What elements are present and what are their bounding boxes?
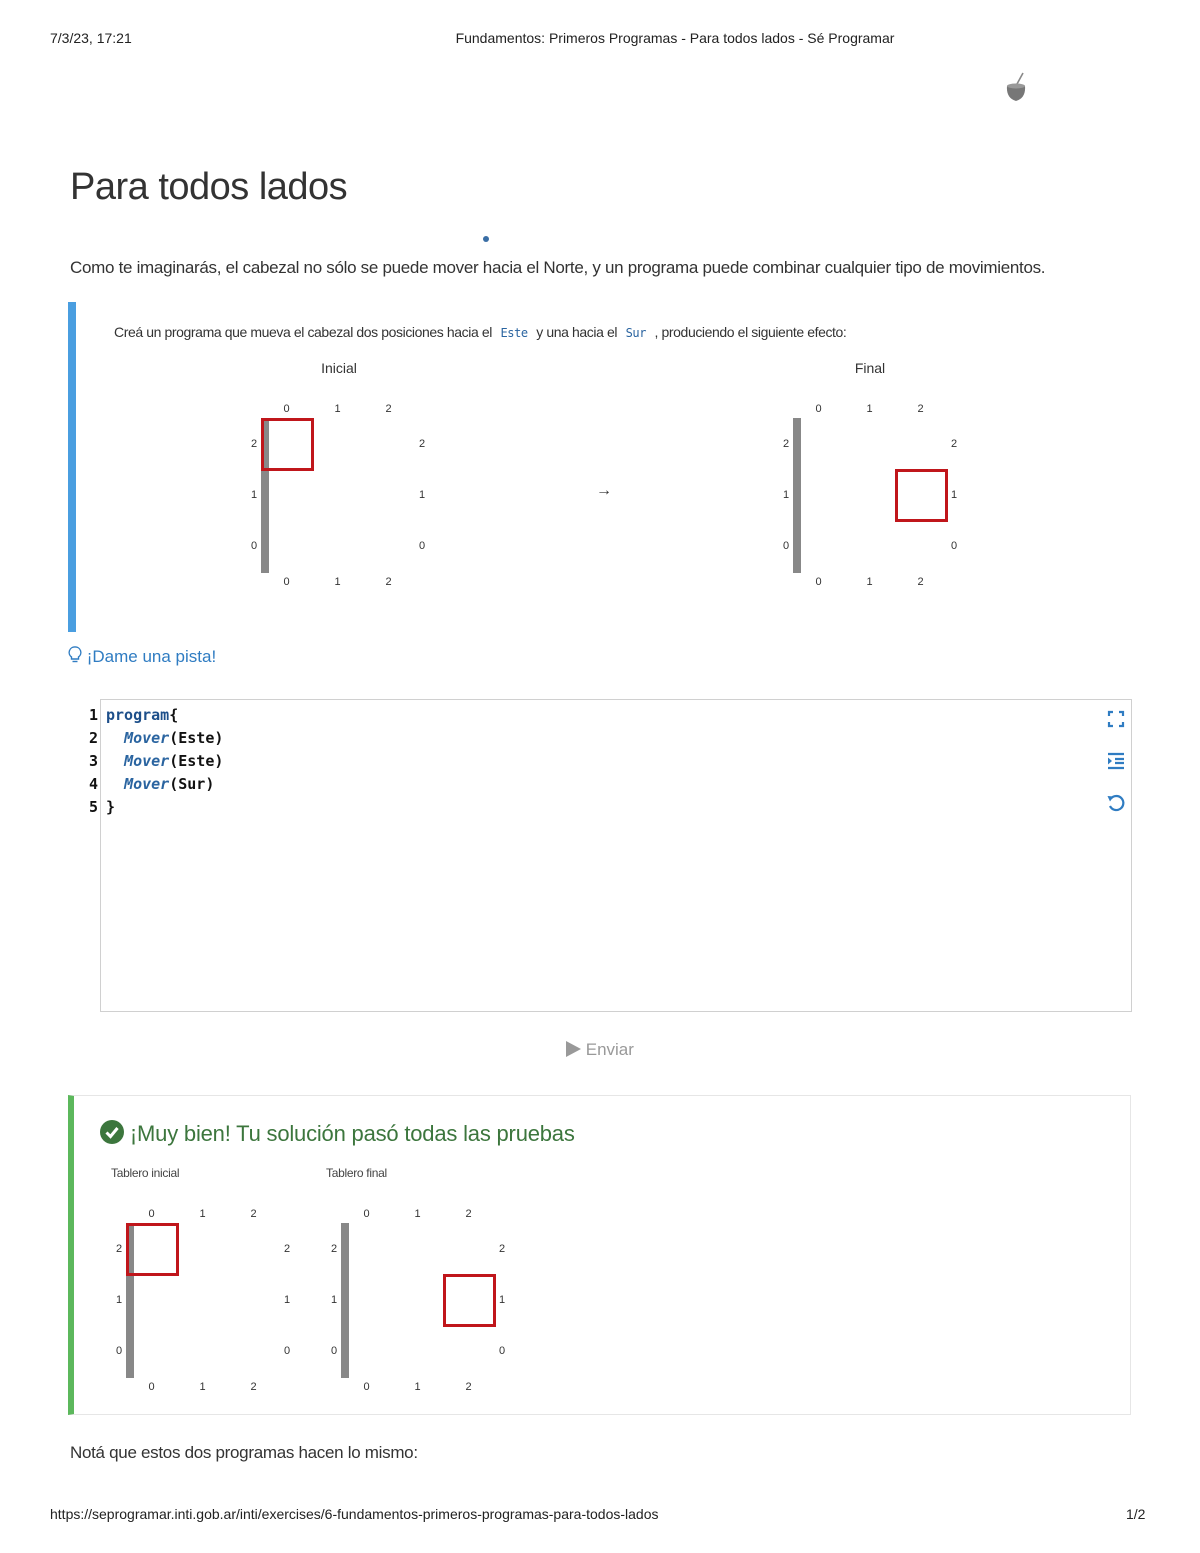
board-axis-label: 0	[418, 539, 426, 552]
board-axis-label: 0	[148, 1381, 155, 1393]
indent	[106, 775, 124, 793]
line-number: 4	[88, 775, 98, 793]
print-title: Fundamentos: Primeros Programas - Para todos lados - Sé Programar	[455, 30, 895, 46]
board-cell	[346, 1224, 348, 1275]
task-text-part3: , produciendo el siguiente efecto:	[654, 324, 847, 340]
print-date: 7/3/23, 17:21	[50, 30, 132, 46]
board-axis-label: 2	[250, 1381, 257, 1393]
board-axis-label: 1	[414, 1208, 421, 1220]
board-axis-label: 2	[250, 1208, 257, 1220]
board-cell	[131, 1326, 133, 1377]
board-axis-label: 0	[115, 1344, 123, 1357]
indent-icon[interactable]	[1106, 751, 1126, 771]
board-grid	[793, 418, 801, 573]
board-axis-label: 0	[283, 1344, 291, 1357]
board-cell	[266, 470, 268, 521]
code-editor[interactable]	[100, 699, 1132, 1012]
board-axis-label: 2	[330, 1242, 338, 1255]
board-axis-label: 1	[283, 1293, 291, 1306]
hint-link[interactable]	[68, 646, 216, 667]
function-call: Mover	[124, 775, 170, 793]
board-axis-label: 0	[363, 1381, 370, 1393]
task-description	[68, 302, 1136, 632]
board-axis-label: 0	[815, 403, 822, 415]
board-cell	[798, 521, 800, 572]
lightbulb-icon	[68, 646, 82, 664]
function-call: Mover	[124, 729, 170, 747]
editor-gutter	[72, 704, 98, 819]
code-text: (Este)	[169, 752, 224, 770]
submit-label: Enviar	[585, 1040, 634, 1059]
board-axis-label: 2	[283, 1242, 291, 1255]
board-grid	[341, 1223, 349, 1378]
code-line	[106, 704, 223, 727]
board-axis-label: 1	[250, 488, 258, 501]
intro-text: Como te imaginarás, el cabezal no sólo se puede mover hacia el Norte, y un programa puede combinar cualquier tipo de movimientos.	[70, 258, 1046, 277]
initial-board-caption: Inicial	[321, 360, 357, 376]
footer-page-number: 1/2	[1126, 1506, 1146, 1522]
board-cell	[346, 1326, 348, 1377]
board-axis-label: 0	[283, 576, 290, 588]
board-axis-label: 2	[465, 1381, 472, 1393]
play-icon	[565, 1041, 581, 1057]
board-axis-label: 0	[363, 1208, 370, 1220]
board-axis-label: 1	[950, 488, 958, 501]
board-cell	[266, 521, 268, 572]
board-axis-label: 1	[866, 403, 873, 415]
board-axis-label: 1	[414, 1381, 421, 1393]
check-circle-icon	[100, 1120, 124, 1144]
board-axis-label: 1	[115, 1293, 123, 1306]
board-axis-label: 2	[782, 437, 790, 450]
code-text: {	[169, 706, 179, 724]
board-cell	[346, 1275, 348, 1326]
task-code-este: Este	[500, 326, 528, 340]
board-axis-label: 2	[418, 437, 426, 450]
board-axis-label: 2	[950, 437, 958, 450]
line-number: 1	[88, 706, 98, 724]
progress-dot	[483, 236, 489, 242]
board-axis-label: 2	[917, 403, 924, 415]
result-title	[100, 1120, 575, 1147]
board-axis-label: 0	[250, 539, 258, 552]
code-line	[106, 773, 223, 796]
board-head	[895, 469, 948, 522]
board-axis-label: 1	[199, 1381, 206, 1393]
board-axis-label: 2	[385, 576, 392, 588]
task-text-part1: Creá un programa que mueva el cabezal dos posiciones hacia el	[114, 324, 492, 340]
board-axis-label: 1	[782, 488, 790, 501]
board-axis-label: 2	[465, 1208, 472, 1220]
reset-icon[interactable]	[1106, 793, 1126, 813]
line-number: 5	[88, 798, 98, 816]
submit-button[interactable]	[565, 1040, 634, 1060]
fullscreen-icon[interactable]	[1106, 709, 1126, 729]
board-cell	[131, 1275, 133, 1326]
board-axis-label: 1	[334, 403, 341, 415]
board-axis-label: 0	[815, 576, 822, 588]
code-text: }	[106, 798, 116, 816]
board-axis-label: 0	[148, 1208, 155, 1220]
board-axis-label: 0	[950, 539, 958, 552]
result-final-caption: Tablero final	[326, 1166, 387, 1180]
board-axis-label: 1	[498, 1293, 506, 1306]
board-head	[126, 1223, 179, 1276]
board-axis-label: 0	[498, 1344, 506, 1357]
code-content[interactable]	[106, 704, 223, 819]
note-text: Notá que estos dos programas hacen lo mismo:	[70, 1443, 418, 1462]
result-initial-caption: Tablero inicial	[111, 1166, 180, 1180]
result-panel	[68, 1095, 1131, 1415]
board-axis-label: 2	[498, 1242, 506, 1255]
board-cell	[798, 419, 800, 470]
board-head	[261, 418, 314, 471]
hint-label: ¡Dame una pista!	[86, 647, 217, 666]
arrow-right-icon: →	[596, 482, 612, 499]
function-call: Mover	[124, 752, 170, 770]
task-code-sur: Sur	[625, 326, 647, 340]
result-title-text: ¡Muy bien! Tu solución pasó todas las pruebas	[129, 1121, 575, 1146]
code-text: (Sur)	[169, 775, 215, 793]
board-axis-label: 0	[330, 1344, 338, 1357]
board-axis-label: 1	[418, 488, 426, 501]
code-text: (Este)	[169, 729, 224, 747]
code-line	[106, 796, 223, 819]
final-board-caption: Final	[854, 360, 886, 376]
board-head	[443, 1274, 496, 1327]
board-axis-label: 0	[283, 403, 290, 415]
board-axis-label: 0	[782, 539, 790, 552]
line-number: 3	[88, 752, 98, 770]
board-axis-label: 1	[199, 1208, 206, 1220]
mate-gourd-icon[interactable]	[1003, 72, 1029, 104]
board-axis-label: 1	[330, 1293, 338, 1306]
board-axis-label: 2	[250, 437, 258, 450]
indent	[106, 729, 124, 747]
indent	[106, 752, 124, 770]
keyword-program: program	[106, 706, 170, 724]
page-title: Para todos lados	[70, 166, 348, 208]
board-axis-label: 2	[115, 1242, 123, 1255]
board-axis-label: 1	[334, 576, 341, 588]
board-axis-label: 1	[866, 576, 873, 588]
code-line	[106, 727, 223, 750]
line-number: 2	[88, 729, 98, 747]
board-axis-label: 2	[917, 576, 924, 588]
code-line	[106, 750, 223, 773]
board-axis-label: 2	[385, 403, 392, 415]
print-header	[0, 30, 1200, 50]
task-text-part2: y una hacia el	[536, 324, 618, 340]
task-text	[114, 324, 846, 340]
board-cell	[798, 470, 800, 521]
footer-url: https://seprogramar.inti.gob.ar/inti/exercises/6-fundamentos-primeros-programas-para-todos-lados	[50, 1506, 659, 1522]
